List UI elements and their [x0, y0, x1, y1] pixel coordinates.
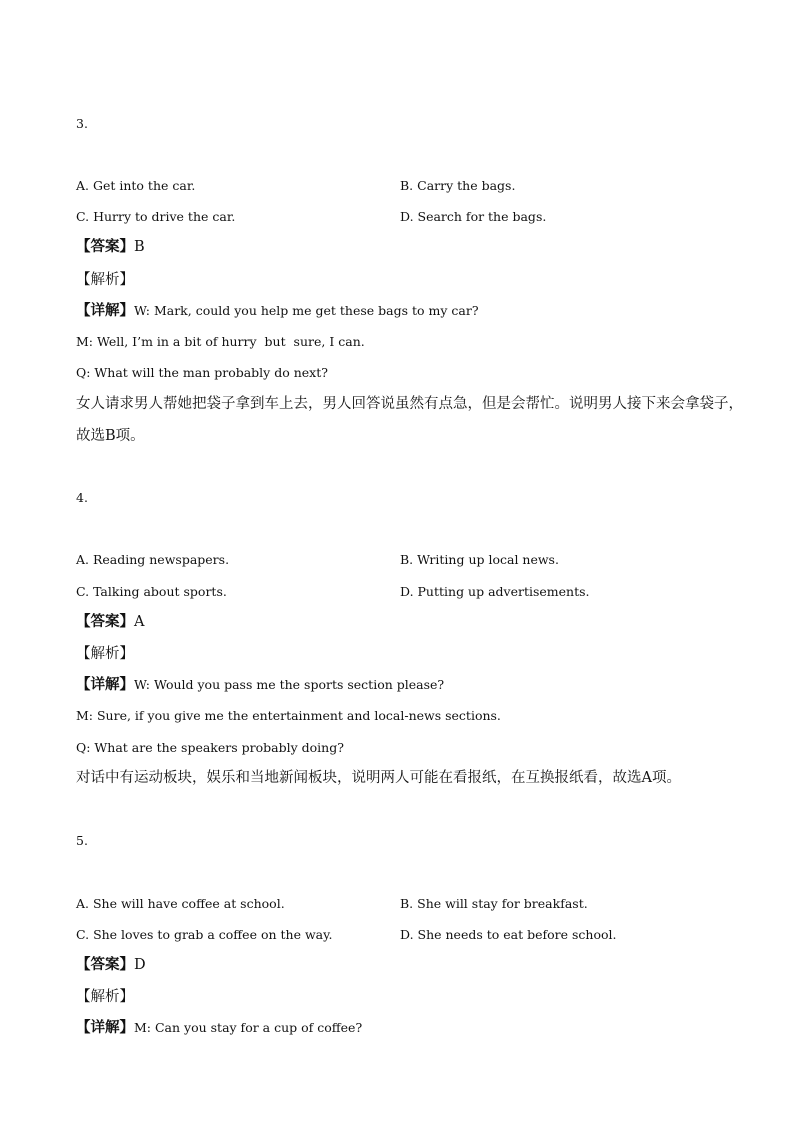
option-a: A. She will have coffee at school. [76, 896, 285, 911]
option-a: A. Get into the car. [76, 178, 196, 193]
option-d: D. Putting up advertisements. [400, 584, 590, 599]
dialogue-line: M: Can you stay for a cup of coffee? [134, 1020, 363, 1035]
analysis-label: 【解析】 [76, 272, 134, 288]
dialogue-line: W: Mark, could you help me get these bags to my car? [134, 303, 479, 318]
explanation-line: 故选B项。 [76, 428, 145, 444]
detail-label: 【详解】 [76, 676, 134, 693]
analysis-label: 【解析】 [76, 989, 134, 1005]
option-c: C. Hurry to drive the car. [76, 209, 236, 224]
option-c: C. Talking about sports. [76, 584, 227, 599]
detail-line [76, 302, 479, 320]
analysis-label: 【解析】 [76, 646, 134, 662]
dialogue-line: Q: What will the man probably do next? [76, 365, 328, 380]
detail-line [76, 1019, 362, 1037]
answer-line [76, 237, 145, 257]
option-b: B. She will stay for breakfast. [400, 896, 588, 911]
option-a: A. Reading newspapers. [76, 552, 230, 567]
option-d: D. Search for the bags. [400, 209, 547, 224]
answer-value: B [134, 239, 145, 255]
answer-line [76, 955, 146, 975]
explanation-line: 对话中有运动板块，娱乐和当地新闻板块，说明两人可能在看报纸，在互换报纸看，故选A项。 [76, 770, 681, 786]
detail-label: 【详解】 [76, 1019, 134, 1036]
option-b: B. Carry the bags. [400, 178, 516, 193]
question-number: 5. [76, 833, 88, 848]
answer-label: 【答案】 [76, 238, 134, 255]
dialogue-line: W: Would you pass me the sports section please? [134, 677, 445, 692]
answer-line [76, 612, 144, 632]
answer-label: 【答案】 [76, 956, 134, 973]
explanation-line: 女人请求男人帮她把袋子拿到车上去，男人回答说虽然有点急，但是会帮忙。说明男人接下来会拿袋子， [76, 396, 743, 412]
option-d: D. She needs to eat before school. [400, 927, 617, 942]
answer-label: 【答案】 [76, 613, 134, 630]
option-c: C. She loves to grab a coffee on the way. [76, 927, 333, 942]
dialogue-line: M: Sure, if you give me the entertainment and local-news sections. [76, 708, 501, 723]
detail-label: 【详解】 [76, 302, 134, 319]
answer-value: A [134, 614, 145, 630]
dialogue-line: Q: What are the speakers probably doing? [76, 740, 344, 755]
answer-value: D [134, 957, 146, 973]
dialogue-line: M: Well, I’m in a bit of hurry but sure, I can. [76, 334, 365, 349]
question-number: 4. [76, 490, 88, 505]
question-number: 3. [76, 116, 88, 131]
detail-line [76, 676, 444, 694]
option-b: B. Writing up local news. [400, 552, 559, 567]
